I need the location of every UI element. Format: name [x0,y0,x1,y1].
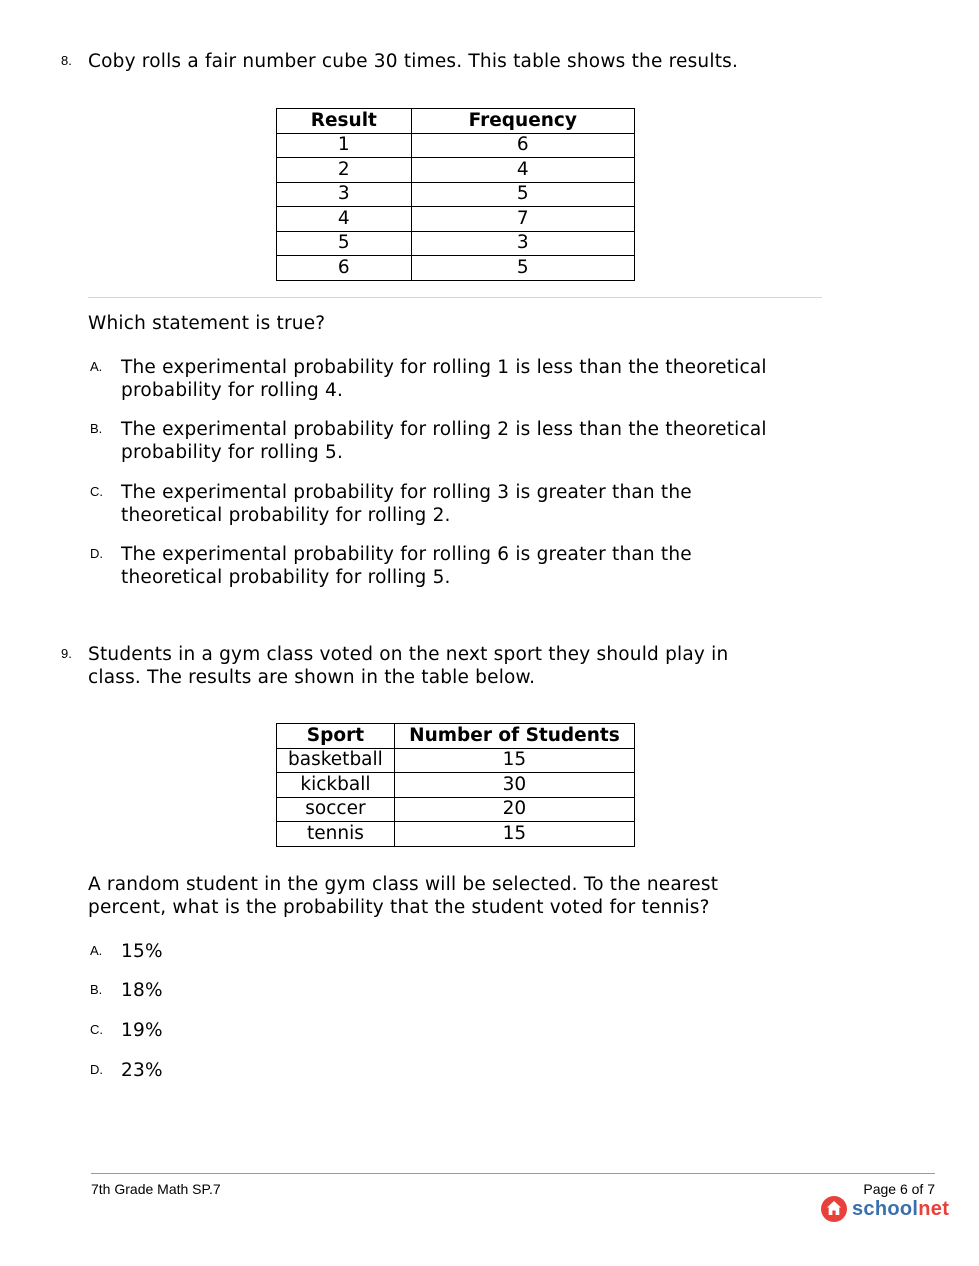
table-cell: 4 [411,158,634,183]
table-row [277,822,635,847]
option-line: The experimental probability for rolling 2 is less than the theoretical [121,419,767,440]
table-header-row [277,109,635,134]
divider [88,297,822,298]
option-line: The experimental probability for rolling 6 is greater than the [121,544,692,565]
answer-option-c[interactable] [121,481,692,527]
table-cell: 5 [411,256,634,281]
question-stem: Which statement is true? [88,313,326,334]
column-header: Sport [277,724,395,749]
table-row [277,158,635,183]
table-cell: 3 [411,231,634,256]
stem-line: percent, what is the probability that the student voted for tennis? [88,897,710,918]
table-header-row [277,724,635,749]
option-letter: C. [90,1022,103,1037]
logo-text-net: net [918,1197,950,1220]
table-row [277,231,635,256]
table-row [277,797,635,822]
option-line: theoretical probability for rolling 5. [121,567,451,588]
table-cell: 7 [411,207,634,232]
option-line: The experimental probability for rolling 3 is greater than the [121,482,692,503]
answer-option-a[interactable] [121,356,767,402]
answer-option-d[interactable] [121,543,692,589]
table-cell: 5 [277,231,412,256]
answer-option-a[interactable]: 15% [121,941,163,962]
table-cell: 6 [277,256,412,281]
table-cell: tennis [277,822,395,847]
table-cell: 5 [411,182,634,207]
answer-option-b[interactable]: 18% [121,980,163,1001]
option-line: The experimental probability for rolling 1 is less than the theoretical [121,357,767,378]
option-letter: D. [90,546,103,561]
option-letter: C. [90,484,103,499]
answer-option-b[interactable] [121,418,767,464]
question-number: 9. [61,646,72,661]
stem-line: A random student in the gym class will be selected. To the nearest [88,874,719,895]
option-letter: D. [90,1062,103,1077]
option-letter: B. [90,421,103,436]
footer-page-number: Page 6 of 7 [863,1181,935,1197]
option-letter: B. [90,982,103,997]
table-cell: 6 [411,133,634,158]
option-line: theoretical probability for rolling 2. [121,505,451,526]
question-prompt: Coby rolls a fair number cube 30 times. This table shows the results. [88,51,739,72]
house-icon [820,1195,848,1223]
question-prompt [88,643,728,689]
footer-divider [91,1173,935,1174]
sports-table [276,723,635,847]
table-row [277,773,635,798]
option-line: probability for rolling 5. [121,442,344,463]
table-cell: 30 [394,773,634,798]
table-cell: kickball [277,773,395,798]
answer-option-c[interactable]: 19% [121,1020,163,1041]
table-cell: soccer [277,797,395,822]
results-table [276,108,635,281]
table-row [277,207,635,232]
table-row [277,182,635,207]
question-number: 8. [61,53,72,68]
table-cell: 3 [277,182,412,207]
table-cell: basketball [277,748,395,773]
logo-text-school: school [852,1197,919,1220]
table-cell: 4 [277,207,412,232]
option-line: probability for rolling 4. [121,380,344,401]
column-header: Result [277,109,412,134]
table-cell: 2 [277,158,412,183]
option-letter: A. [90,359,103,374]
option-letter: A. [90,943,103,958]
prompt-line: Students in a gym class voted on the next sport they should play in [88,644,729,665]
footer-course-title: 7th Grade Math SP.7 [91,1181,221,1197]
answer-option-d[interactable]: 23% [121,1060,163,1081]
schoolnet-logo [820,1195,949,1223]
table-cell: 1 [277,133,412,158]
table-cell: 15 [394,822,634,847]
column-header: Number of Students [394,724,634,749]
table-row [277,748,635,773]
table-row [277,133,635,158]
table-cell: 20 [394,797,634,822]
question-stem [88,873,718,919]
table-row [277,256,635,281]
column-header: Frequency [411,109,634,134]
table-cell: 15 [394,748,634,773]
prompt-line: class. The results are shown in the table below. [88,667,536,688]
